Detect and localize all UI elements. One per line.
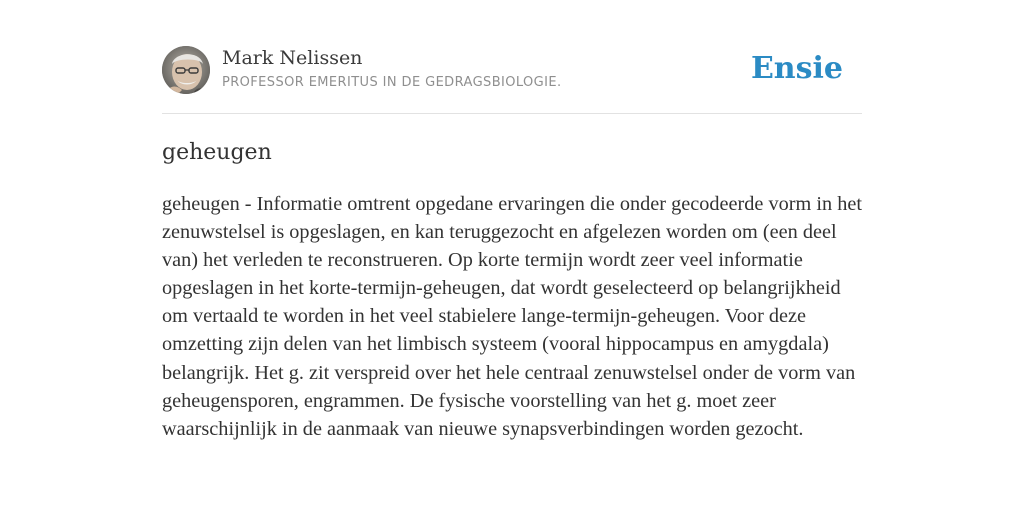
entry-header <box>162 0 862 114</box>
person-avatar-icon <box>162 46 210 94</box>
entry-definition: geheugen - Informatie omtrent opgedane ervaringen die onder gecodeerde vorm in het zenuwstelsel is opgeslagen, en kan teruggezocht en afgelezen worden om (een deel van) het verleden te reconstrueren. Op korte termijn wordt zeer veel informatie opgeslagen in het korte-termijn-geheugen, dat wordt geselecteerd op belangrijkheid om vertaald te worden in het veel stabielere lange-termijn-geheugen. Voor deze omzetting zijn delen van het limbisch systeem (vooral hippocampus en amygdala) belangrijk. Het g. zit verspreid over het hele centraal zenuwstelsel onder de vorm van geheugensporen, engrammen. De fysische voorstelling van het g. moet zeer waarschijnlijk in de aanmaak van nieuwe synapsverbindingen worden gezocht. <box>162 193 862 440</box>
entry-card <box>162 0 862 440</box>
entry-headword: geheugen <box>162 140 272 165</box>
author-avatar[interactable] <box>162 46 210 94</box>
author-name[interactable]: Mark Nelissen <box>222 47 363 69</box>
ensie-logo[interactable]: Ensie <box>750 51 843 86</box>
author-title: PROFESSOR EMERITUS IN DE GEDRAGSBIOLOGIE. <box>222 75 562 90</box>
